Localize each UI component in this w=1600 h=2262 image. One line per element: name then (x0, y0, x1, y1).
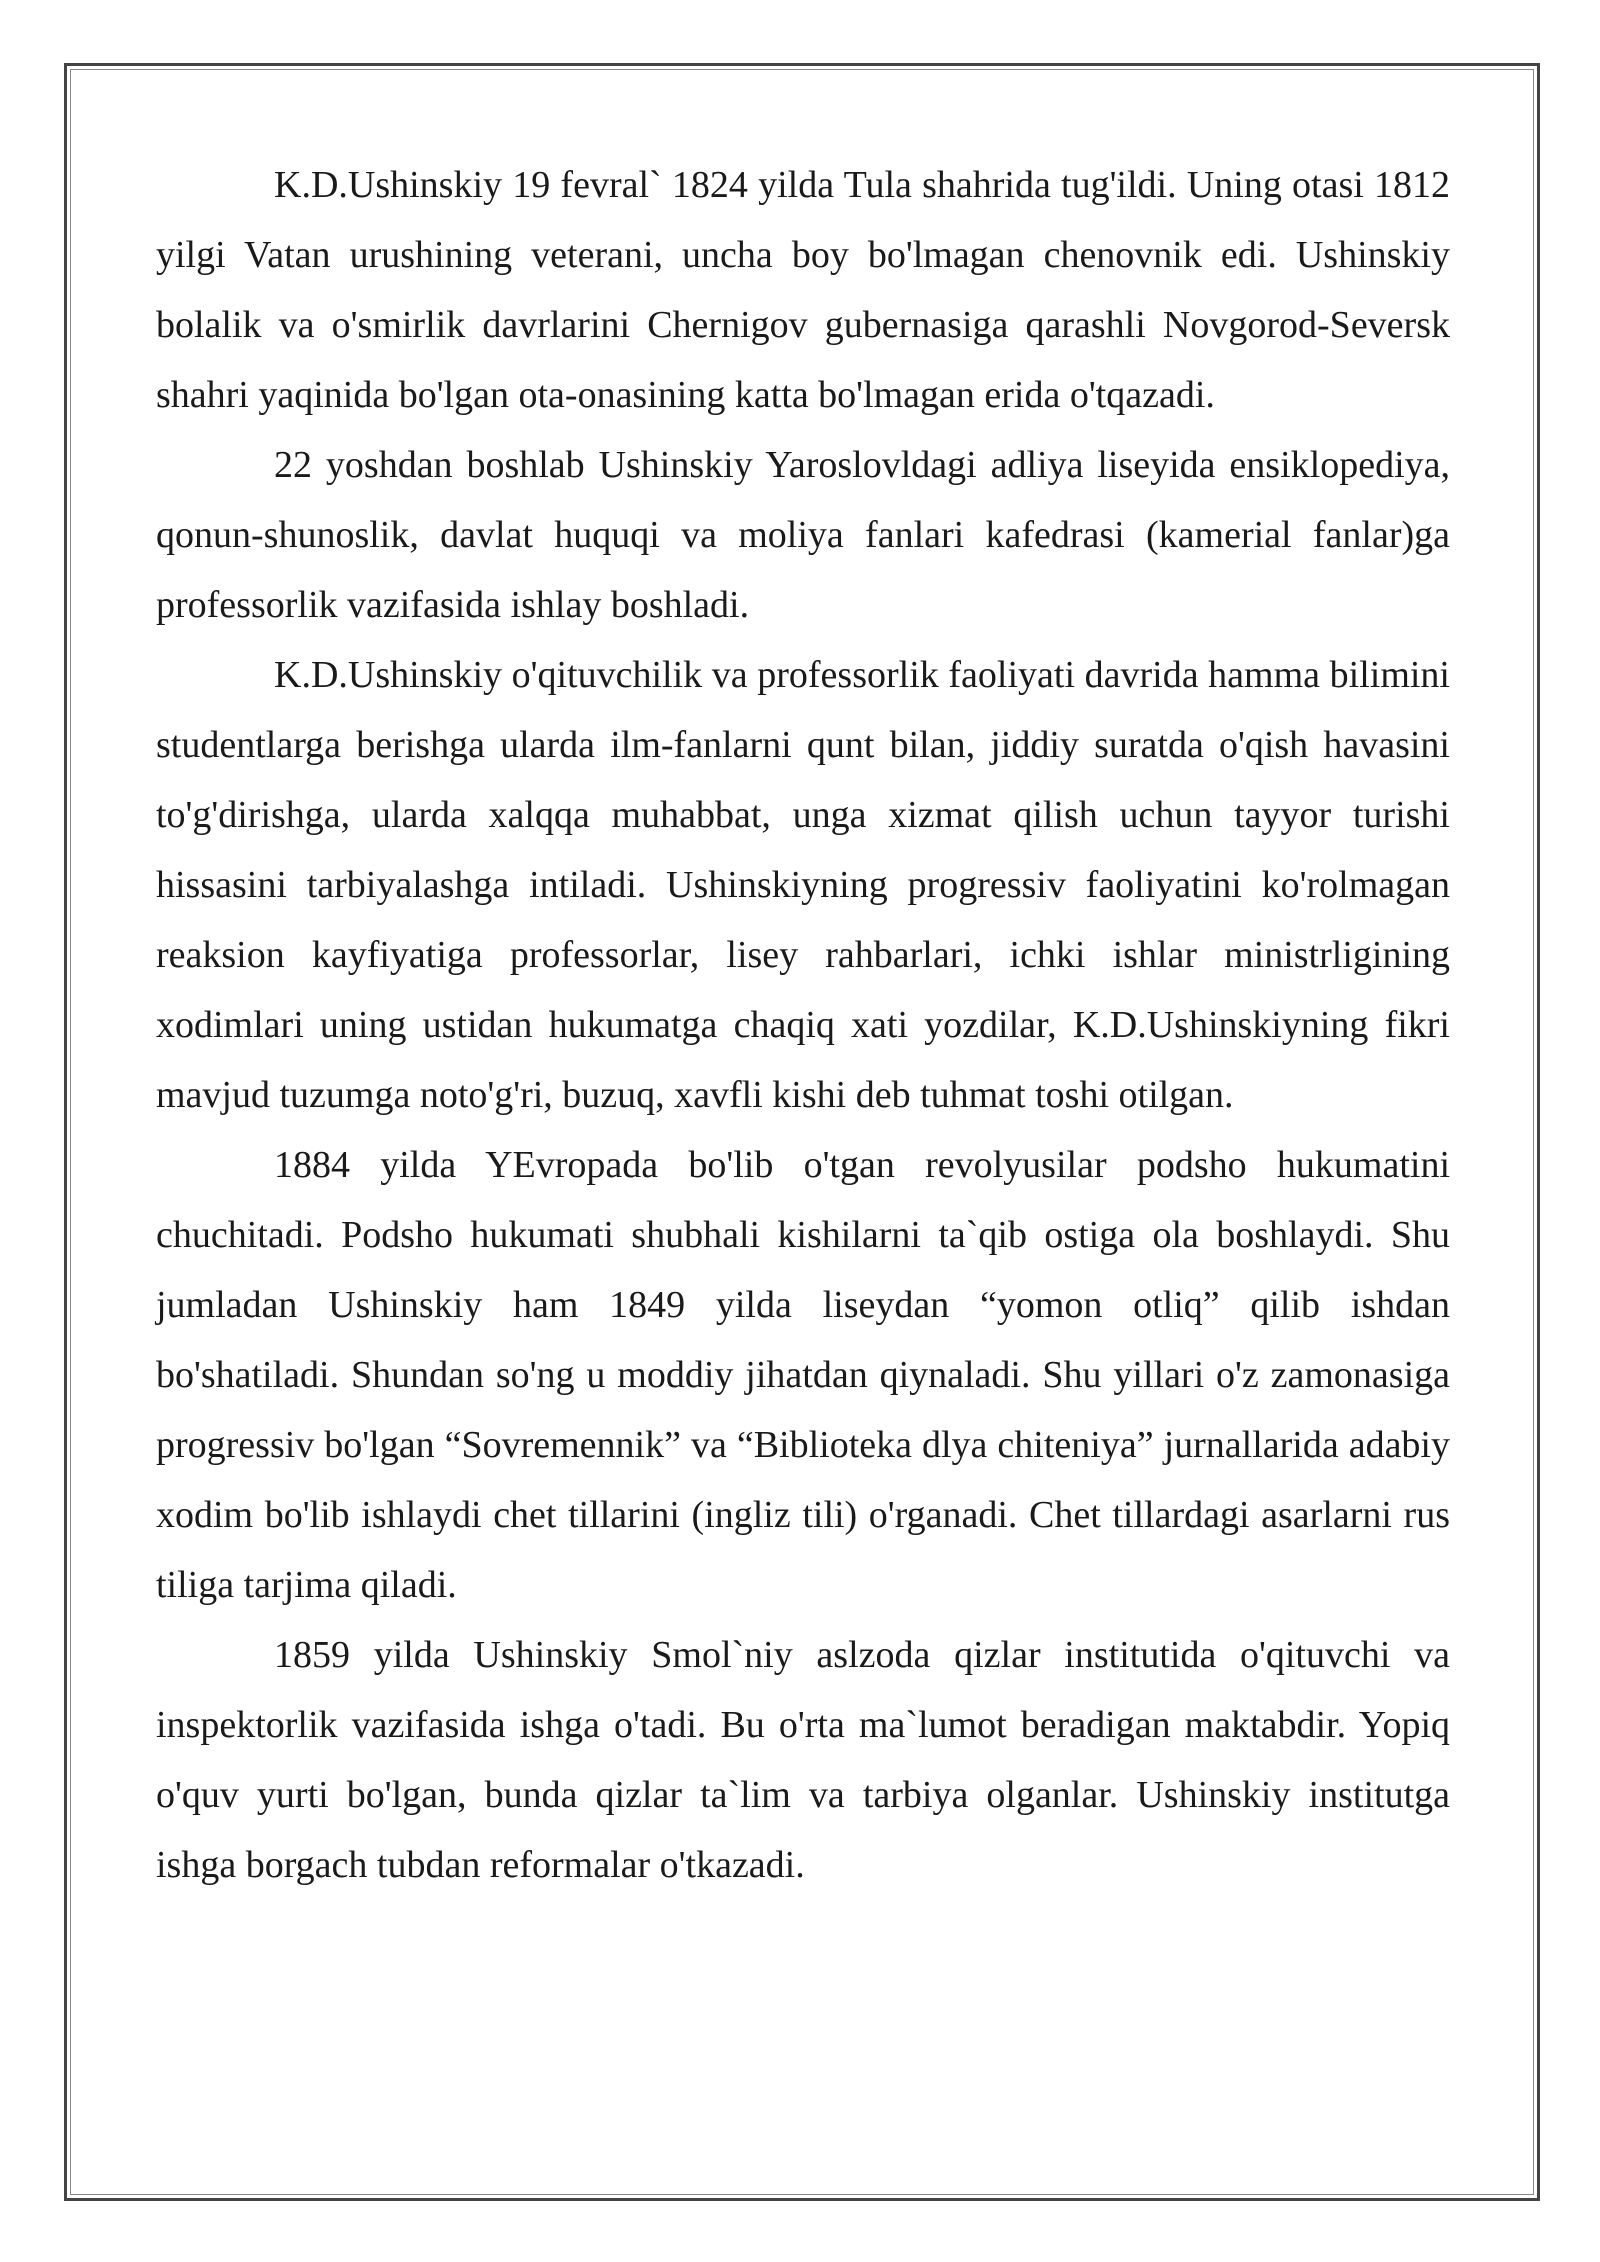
paragraph-birth: K.D.Ushinskiy 19 fevral` 1824 yilda Tula shahrida tug'ildi. Uning otasi 1812 yilgi Vatan urushining veterani, uncha boy bo'lmagan chenovnik edi. Ushinskiy bolalik va o'smirlik davrlarini Chernigov gubernasiga qarashli Novgorod-Seversk shahri yaqinida bo'lgan ota-onasining katta bo'lmagan erida o'tqazadi. (156, 164, 1450, 416)
document-body (156, 150, 1450, 1900)
paragraph-teaching-activity: K.D.Ushinskiy o'qituvchilik va professorlik faoliyati davrida hamma bilimini studentlarga berishga ularda ilm-fanlarni qunt bilan, jiddiy suratda o'qish havasini to'g'dirishga, ularda xalqqa muhabbat, unga xizmat qilish uchun tayyor turishi hissasini tarbiyalashga intiladi. Ushinskiyning progressiv faoliyatini ko'rolmagan reaksion kayfiyatiga professorlar, lisey rahbarlari, ichki ishlar ministrligining xodimlari uning ustidan hukumatga chaqiq xati yozdilar, K.D.Ushinskiyning fikri mavjud tuzumga noto'g'ri, buzuq, xavfli kishi deb tuhmat toshi otilgan. (156, 654, 1450, 1116)
paragraph-dismissal: 1884 yilda YEvropada bo'lib o'tgan revolyusilar podsho hukumatini chuchitadi. Podsho hukumati shubhali kishilarni ta`qib ostiga ola boshlaydi. Shu jumladan Ushinskiy ham 1849 yilda liseydan “yomon otliq” qilib ishdan bo'shatiladi. Shundan so'ng u moddiy jihatdan qiynaladi. Shu yillari o'z zamonasiga progressiv bo'lgan “Sovremennik” va “Biblioteka dlya chiteniya” jurnallarida adabiy xodim bo'lib ishlaydi chet tillarini (ingliz tili) o'rganadi. Chet tillardagi asarlarni rus tiliga tarjima qiladi. (156, 1144, 1450, 1606)
paragraph-lyceum-professor: 22 yoshdan boshlab Ushinskiy Yaroslovldagi adliya liseyida ensiklopediya, qonun-shunoslik, davlat huquqi va moliya fanlari kafedrasi (kamerial fanlar)ga professorlik vazifasida ishlay boshladi. (156, 444, 1450, 626)
paragraph-smolny-institute: 1859 yilda Ushinskiy Smol`niy aslzoda qizlar institutida o'qituvchi va inspektorlik vazifasida ishga o'tadi. Bu o'rta ma`lumot beradigan maktabdir. Yopiq o'quv yurti bo'lgan, bunda qizlar ta`lim va tarbiya olganlar. Ushinskiy institutga ishga borgach tubdan reformalar o'tkazadi. (156, 1634, 1450, 1886)
